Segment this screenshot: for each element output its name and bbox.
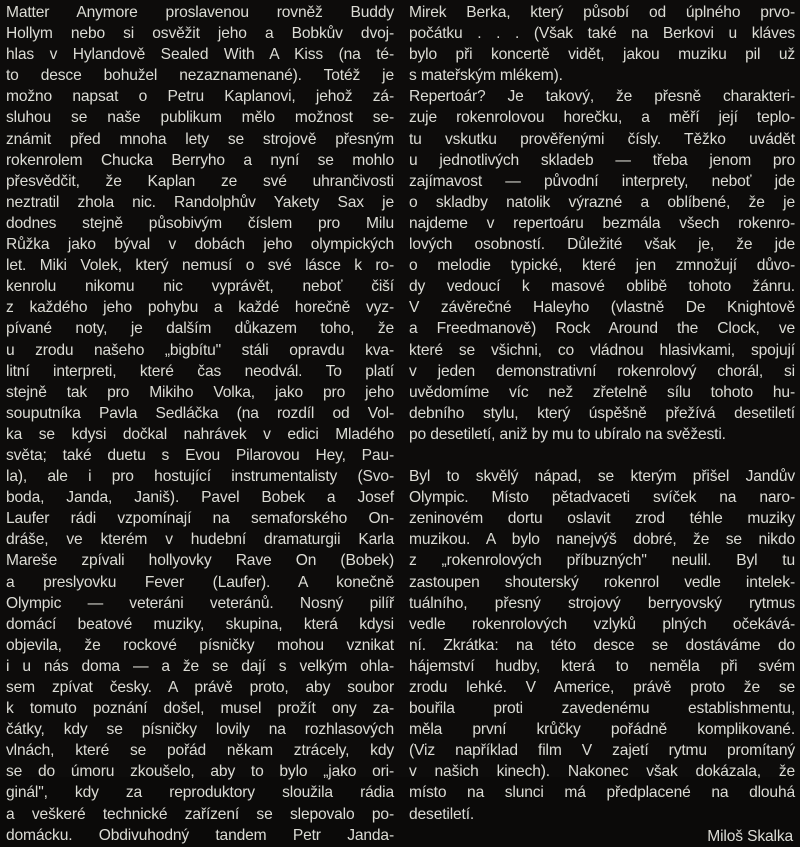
- left-column-line: sem zpívat česky. A právě proto, aby soubor: [6, 679, 394, 696]
- left-column-line: a preslyovku Fever (Laufer). A konečně: [6, 573, 394, 591]
- left-column-line: souputníka Pavla Sedláčka (na rozdíl od Vol-: [6, 404, 394, 422]
- right-column-line: desetiletí.: [409, 805, 475, 823]
- right-column-line: najdeme v repertoáru bezmála všech rokenro-: [409, 214, 795, 232]
- right-column-line: které se všichni, co vládnou hlasivkami, spojují: [409, 341, 795, 359]
- left-column-line: dráše, ve kterém v hudební dramaturgii Karla: [6, 531, 394, 549]
- right-column-line: muzikou. A bylo nanejvýš dobré, že se nikdo: [409, 531, 795, 549]
- left-column-line: ginál", kdy za reproduktory sloužila rádia: [6, 784, 394, 802]
- right-column-line: v našich kinech). Nakonec však dokázala, že: [409, 763, 795, 781]
- left-column-line: rokenrolem Chucka Berryho a nyní se mohlo: [6, 151, 394, 169]
- left-column-line: Laufer rádi vzpomínají na semaforského On-: [6, 510, 394, 528]
- paragraph-olympic: [409, 466, 795, 825]
- right-column-line: bouřila proti zavedenému establishmentu,: [409, 700, 795, 718]
- right-column-line: o skladby natolik výrazné a oblíbené, že je: [409, 193, 795, 211]
- left-column-line: Hollym nebo si osvěžit jeho a Bobkův dvoj-: [6, 25, 394, 43]
- right-column-line: vedle rokenrolových vzlyků plných očekává-: [409, 615, 795, 633]
- right-column-line: u jednotlivých skladeb — třeba jenom pro: [409, 151, 795, 169]
- right-column-line: v jeden demonstrativní rokenrolový chorál, si: [409, 362, 795, 380]
- right-column-line: Mirek Berka, který působí od úplného prvo-: [409, 4, 795, 21]
- left-column-line: litní interpreti, které čas neodvál. To platí: [6, 362, 394, 380]
- left-column-line: sluhou se naše publikum mělo možnost se-: [6, 109, 394, 127]
- right-column-line: (Viz například film V zajetí rytmu promítaný: [409, 742, 795, 760]
- right-column-line: Olympic. Místo pětadvaceti svíček na naro-: [409, 489, 795, 507]
- right-column-line: uvědomíme víc než zřetelně sílu tohoto hu-: [409, 383, 795, 401]
- left-column-line: objevila, že rockové písničky mohou vznikat: [6, 636, 394, 654]
- left-column-line: pívané noty, je dalším důkazem toho, že: [6, 320, 394, 338]
- right-column-line: zeninovém dortu oslavit zrod téhle muziky: [409, 510, 795, 528]
- right-column-line: zastoupen shouterský rokenrol vedle intelek-: [409, 573, 795, 591]
- author-signature: Miloš Skalka: [707, 827, 793, 845]
- left-column-line: stejně tak pro Mikiho Volka, jako pro jeho: [6, 383, 394, 401]
- left-column-line: Mareše zpívali hollyovky Rave On (Bobek): [6, 552, 394, 570]
- left-column-line: k tomuto poznání došel, musel prožít ony za-: [6, 700, 394, 718]
- right-column-line: bylo při koncertě vidět, jakou muziku pil už: [409, 46, 795, 64]
- left-column-line: z každého jeho pohybu a každé horečně vyz-: [6, 299, 394, 317]
- left-column-line: let. Miki Volek, který nemusí o své lásce k ro-: [6, 257, 394, 275]
- left-column-line: Matter Anymore proslavenou rovněž Buddy: [6, 4, 394, 21]
- left-text-column: [6, 2, 394, 846]
- left-column-line: kenrolu nikomu nic vyprávět, neboť čiší: [6, 278, 394, 296]
- right-column-line: tuálního, přesný strojový berryovský rytmus: [409, 594, 795, 612]
- left-column-line: a veškeré technické zařízení se slepovalo po-: [6, 805, 394, 823]
- right-column-line: hájemství hudby, která to neměla při svém: [409, 657, 795, 675]
- left-column-line: boda, Janda, Janiš). Pavel Bobek a Josef: [6, 489, 394, 507]
- left-column-line: přesvědčit, že Kaplan ze své uhrančivosti: [6, 172, 394, 190]
- left-column-line: vlnách, které se pořád někam ztrácely, kdy: [6, 742, 394, 760]
- right-column-line: Byl to skvělý nápad, se kterým přišel Jandův: [409, 468, 795, 486]
- left-column-line: známit před mnoha lety se strojově přesným: [6, 130, 394, 148]
- right-column-line: počátku . . . (Však také na Berkovi u kláves: [409, 25, 795, 43]
- left-column-line: neztratil zhola nic. Randolphův Yakety Sax je: [6, 193, 394, 211]
- left-column-line: u zrodu našeho „bigbítu" stáli opravdu kva-: [6, 341, 394, 359]
- right-column-line: zrodu lehké. V Americe, právě proto že se: [409, 679, 795, 696]
- right-column-line: zuje rokenrolovou horečku, a měří její teplo-: [409, 109, 795, 127]
- right-column-line: Repertoár? Je takový, že přesně charakteri-: [409, 88, 795, 106]
- right-column-line: dy vedoucí k masové oblibě tohoto žánru.: [409, 278, 795, 296]
- left-column-line: ka se kdysi dočkal nahrávek v edici Mladého: [6, 425, 394, 443]
- left-column-line: světa; také duetu s Evou Pilarovou Hey, Pau-: [6, 446, 394, 464]
- left-column-line: i u nás doma — a že se dají s velkým ohla-: [6, 657, 394, 675]
- left-column-line: domácku. Obdivuhodný tandem Petr Janda-: [6, 826, 394, 844]
- right-column-line: měla první krůčky pořádně komplikované.: [409, 721, 795, 739]
- right-column-line: z „rokenrolových příbuzných" neulil. Byl tu: [409, 552, 795, 570]
- right-column-line: s mateřským mlékem).: [409, 67, 563, 85]
- left-column-line: la), ale i pro hostující instrumentalisty (Svo-: [6, 468, 394, 486]
- right-column-line: místo na slunci má předplacené na dlouhá: [409, 784, 795, 802]
- right-column-line: a Freedmanově) Rock Around the Clock, ve: [409, 320, 795, 338]
- right-column-line: lových osobností. Důležité však je, že jde: [409, 236, 795, 254]
- paragraph-repertoire: [409, 2, 795, 445]
- left-column-line: to desce bohužel nezaznamenané). Totéž je: [6, 67, 394, 85]
- right-column-line: ní. Zkrátka: na této desce se dostáváme do: [409, 636, 795, 654]
- left-column-line: čátky, kdy se písničky lovily na rozhlasových: [6, 721, 394, 739]
- right-column-line: po desetiletí, aniž by mu to ubíralo na svěžesti.: [409, 425, 726, 443]
- left-column-line: dodnes stejně působivým číslem pro Milu: [6, 214, 394, 232]
- right-column-line: tu vskutku prověřenými čísly. Těžko uvádět: [409, 130, 795, 148]
- left-column-line: možno napsat o Petru Kaplanovi, jehož zá-: [6, 88, 394, 106]
- left-column-line: se do úmoru zkoušelo, aby to bylo „jako ori-: [6, 763, 394, 781]
- left-column-line: Olympic — veteráni veteránů. Nosný pilíř: [6, 594, 394, 612]
- left-column-line: Růžka jako býval v dobách jeho olympických: [6, 236, 394, 254]
- right-column-line: V závěrečné Haleyho (vlastně De Knightově: [409, 299, 795, 317]
- right-column-line: zajímavost — původní interprety, neboť jde: [409, 172, 795, 190]
- left-column-line: hlas v Hylandově Sealed With A Kiss (na té-: [6, 46, 394, 64]
- right-column-line: debního stylu, který úspěšně přežívá desetiletí: [409, 404, 795, 422]
- right-column-line: o melodie typické, které jen zmnožují důvo-: [409, 257, 795, 275]
- left-column-line: domácí beatové muziky, skupina, která kdysi: [6, 615, 394, 633]
- paragraph-gap: [409, 445, 795, 466]
- right-text-column: [409, 2, 795, 847]
